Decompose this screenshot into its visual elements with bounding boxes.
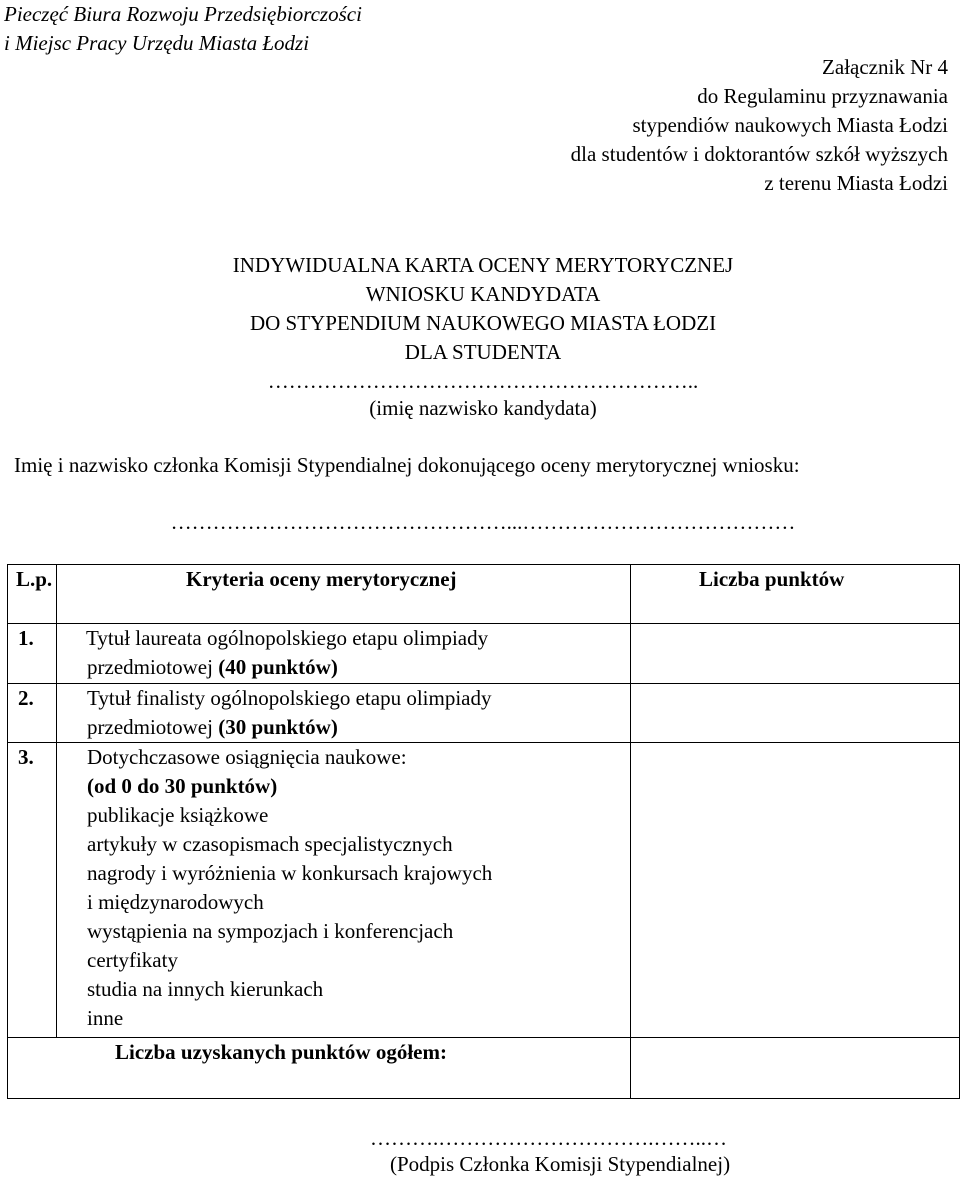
criterion-points: (40 punktów) (218, 655, 338, 679)
table-row (8, 743, 960, 1038)
total-label: Liczba uzyskanych punktów ogółem: (8, 1038, 631, 1099)
total-points-cell[interactable] (631, 1038, 960, 1099)
member-label: Imię i nazwisko członka Komisji Stypendialnej dokonującego oceny merytorycznej wniosku: (14, 453, 800, 477)
criterion-cell (57, 684, 631, 743)
header-points: Liczba punktów (631, 565, 960, 624)
achievement-item: i międzynarodowych (87, 890, 264, 914)
points-input-cell[interactable] (631, 743, 960, 1038)
signature-label: (Podpis Członka Komisji Stypendialnej) (390, 1152, 731, 1176)
annex-line-5: z terenu Miasta Łodzi (764, 171, 948, 195)
achievement-item: artykuły w czasopismach specjalistycznych (87, 832, 453, 856)
row-number: 3. (8, 743, 57, 1038)
points-input-cell[interactable] (631, 684, 960, 743)
row-number: 1. (8, 624, 57, 684)
criterion-text: Tytuł finalisty ogólnopolskiego etapu olimpiady (87, 686, 492, 710)
achievement-item: wystąpienia na sympozjach i konferencjach (87, 919, 454, 943)
stamp-line-1: Pieczęć Biura Rozwoju Przedsiębiorczości (4, 2, 362, 26)
office-stamp (4, 0, 362, 58)
title-line-2: WNIOSKU KANDYDATA (365, 282, 601, 306)
criterion-text-part: przedmiotowej (87, 715, 219, 739)
criterion-points: (od 0 do 30 punktów) (87, 774, 278, 798)
criterion-cell (57, 743, 631, 1038)
achievement-item: certyfikaty (87, 948, 178, 972)
annex-line-2: do Regulaminu przyznawania (697, 84, 948, 108)
title-line-3: DO STYPENDIUM NAUKOWEGO MIASTA ŁODZI (249, 311, 717, 335)
table-row (8, 684, 960, 743)
table-row (8, 624, 960, 684)
criteria-table (7, 564, 960, 1099)
table-header-row (8, 565, 960, 624)
criterion-text: Tytuł laureata ogólnopolskiego etapu olimpiady (86, 626, 489, 650)
criterion-cell (57, 624, 631, 684)
header-criteria: Kryteria oceny merytorycznej (57, 565, 631, 624)
title-line-4: DLA STUDENTA (404, 340, 562, 364)
annex-line-3: stypendiów naukowych Miasta Łodzi (632, 113, 948, 137)
candidate-name-field[interactable]: …………………………………………………….. (267, 369, 699, 393)
criterion-text (87, 713, 630, 742)
member-name-field[interactable]: …………………………………………...………………………………… (170, 510, 796, 534)
stamp-line-2: i Miejsc Pracy Urzędu Miasta Łodzi (4, 31, 310, 55)
points-input-cell[interactable] (631, 624, 960, 684)
document-title (0, 251, 960, 367)
achievement-item: publikacje książkowe (87, 803, 269, 827)
achievement-item: nagrody i wyróżnienia w konkursach krajowych (87, 861, 493, 885)
annex-note (571, 53, 948, 198)
criterion-text (87, 653, 630, 682)
criterion-text: Dotychczasowe osiągnięcia naukowe: (87, 745, 407, 769)
total-row (8, 1038, 960, 1099)
candidate-name-hint: (imię nazwisko kandydata) (369, 396, 597, 420)
row-number: 2. (8, 684, 57, 743)
achievement-item: inne (87, 1006, 124, 1030)
criterion-points: (30 punktów) (218, 715, 338, 739)
header-lp: L.p. (8, 565, 57, 624)
annex-line-4: dla studentów i doktorantów szkół wyższych (570, 142, 948, 166)
criterion-text-part: przedmiotowej (87, 655, 219, 679)
achievement-item: studia na innych kierunkach (87, 977, 324, 1001)
title-line-1: INDYWIDUALNA KARTA OCENY MERYTORYCZNEJ (232, 253, 734, 277)
annex-line-1: Załącznik Nr 4 (822, 55, 948, 79)
signature-field[interactable]: ……….………………………….……..… (370, 1126, 727, 1150)
